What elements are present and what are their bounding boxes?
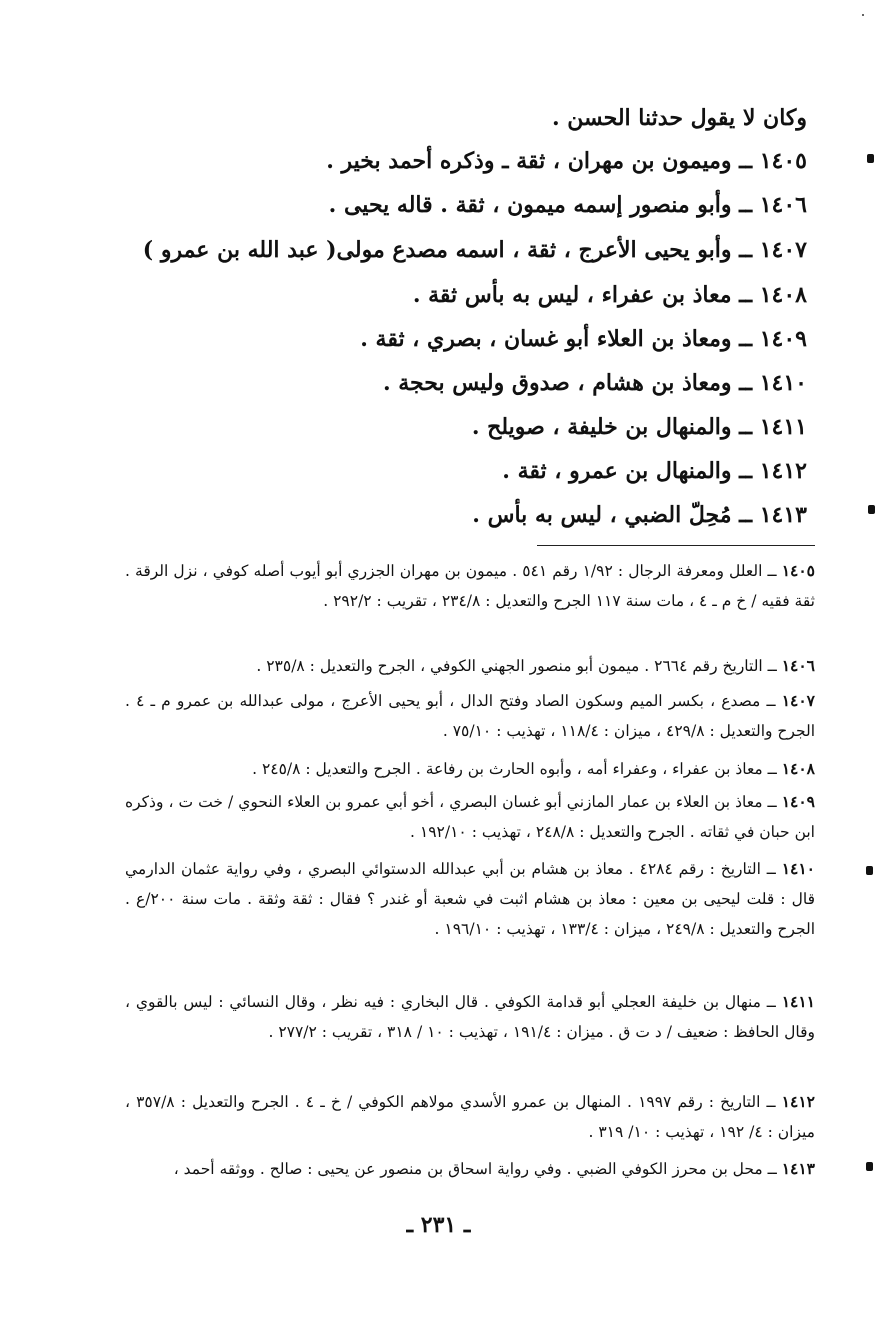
intro-line: وكان لا يقول حدثنا الحسن . [551,105,807,131]
footnote-1413 [125,1154,815,1184]
entry-number: ١٤١١ [759,414,807,440]
footnote-number: ١٤١٠ [781,859,815,878]
footnote-1405 [125,556,815,616]
entry-text: ــ مُحِلّ الضبي ، ليس به بأس . [472,502,753,528]
entry-text: ــ والمنهال بن خليفة ، صويلح . [471,414,753,440]
scan-speck [862,14,864,16]
footnote-1411 [125,987,815,1047]
entry-1408 [107,280,807,310]
footnote-1409 [125,787,815,847]
entry-number: ١٤٠٦ [759,192,807,218]
footnote-text: ــ العلل ومعرفة الرجال : ١/٩٢ رقم ٥٤١ . ميمون بن مهران الجزري أبو أيوب أصله كوفي ، نزل الرقة . ثقة فقيه / خ م ـ ٤ ، مات سنة ١١٧ الجرح والتعديل : ٢٣٤/٨ ، تقريب : ٢٩٢/٢ . [125,562,815,610]
footnote-text: ــ محل بن محرز الكوفي الضبي . وفي رواية اسحاق بن منصور عن يحيى : صالح . ووثقه أحمد ، [173,1160,777,1178]
entry-number: ١٤١٢ [759,458,807,484]
footnote-number: ١٤١٢ [781,1092,815,1111]
footnote-text: ــ التاريخ رقم ٢٦٦٤ . ميمون أبو منصور الجهني الكوفي ، الجرح والتعديل : ٢٣٥/٨ . [256,657,777,675]
entry-number: ١٤٠٧ [759,237,807,263]
entry-text: ــ ومعاذ بن العلاء أبو غسان ، بصري ، ثقة . [360,326,753,352]
footnote-number: ١٤٠٨ [781,759,815,778]
entry-1412 [107,456,807,486]
footnote-text: ــ منهال بن خليفة العجلي أبو قدامة الكوفي . قال البخاري : فيه نظر ، وقال النسائي : ليس بالقوي ، وقال الحافظ : ضعيف / د ت ق . ميزان : ١٩١/٤ ، تهذيب : ١٠ / ٣١٨ ، تقريب : ٢٧٧/٢ . [125,993,815,1041]
entry-text: ــ وأبو يحيى الأعرج ، ثقة ، اسمه مصدع مولى( عبد الله بن عمرو ) [142,237,753,263]
entry-number: ١٤٠٩ [759,326,807,352]
footnote-number: ١٤١٣ [781,1159,815,1178]
footnote-number: ١٤١١ [781,992,815,1011]
footnote-1407 [125,686,815,746]
entry-1406 [107,190,807,220]
entry-1411 [107,412,807,442]
footnote-divider [537,545,815,546]
entry-text: ــ ومعاذ بن هشام ، صدوق وليس بحجة . [382,370,753,396]
footnote-number: ١٤٠٥ [781,561,815,580]
footnote-text: ــ معاذ بن عفراء ، وعفراء أمه ، وأبوه الحارث بن رفاعة . الجرح والتعديل : ٢٤٥/٨ . [252,760,777,778]
entry-number: ١٤١٠ [759,370,807,396]
entry-text: ــ والمنهال بن عمرو ، ثقة . [502,458,753,484]
footnote-1406 [125,651,815,681]
footnote-1412 [125,1087,815,1147]
entry-text: ــ وميمون بن مهران ، ثقة ـ وذكره أحمد بخير . [326,148,753,174]
entry-text: ــ وأبو منصور إسمه ميمون ، ثقة . قاله يحيى . [328,192,753,218]
footnote-number: ١٤٠٩ [781,792,815,811]
footnote-1408 [125,754,815,784]
page-number: ـ ٢٣١ ـ [406,1212,471,1238]
margin-mark [867,154,874,163]
entry-number: ١٤٠٨ [759,282,807,308]
margin-mark [866,1162,873,1171]
footnote-number: ١٤٠٧ [781,691,815,710]
footnote-text: ــ معاذ بن العلاء بن عمار المازني أبو غسان البصري ، أخو أبي عمرو بن العلاء النحوي / خت ت ، وذكره ابن حبان في ثقاته . الجرح والتعديل : ٢٤٨/٨ ، تهذيب : ١٩٢/١٠ . [125,793,815,841]
entry-1410 [107,368,807,398]
entry-1413 [107,500,807,530]
entry-1409 [107,324,807,354]
entry-number: ١٤١٣ [759,502,807,528]
footnote-text: ــ التاريخ : رقم ١٩٩٧ . المنهال بن عمرو الأسدي مولاهم الكوفي / خ ـ ٤ . الجرح والتعديل : ٣٥٧/٨ ، ميزان : ٤/ ١٩٢ ، تهذيب : ١٠/ ٣١٩ . [125,1093,815,1141]
footnote-number: ١٤٠٦ [781,656,815,675]
footnote-1410 [125,854,815,944]
footnote-text: ــ مصدع ، بكسر الميم وسكون الصاد وفتح الدال ، أبو يحيى الأعرج ، مولى عبدالله بن عمرو م ـ ٤ . الجرح والتعديل : ٤٢٩/٨ ، ميزان : ١١٨/٤ ، تهذيب : ٧٥/١٠ . [125,692,815,740]
margin-mark [866,866,873,875]
entry-1405 [107,146,807,176]
footnote-text: ــ التاريخ : رقم ٤٢٨٤ . معاذ بن هشام بن أبي عبدالله الدستوائي البصري ، وفي رواية عثمان الدارمي قال : قلت ليحيى بن معين : معاذ بن هشام اثبت في شعبة أو غندر ؟ فقال : ثقة وثقة . مات سنة ٢٠٠/ع . الجرح والتعديل : ٢٤٩/٨ ، ميزان : ١٣٣/٤ ، تهذيب : ١٩٦/١٠ . [125,860,815,938]
margin-mark [868,505,875,514]
entry-1407 [107,235,807,265]
entry-number: ١٤٠٥ [759,148,807,174]
entry-text: ــ معاذ بن عفراء ، ليس به بأس ثقة . [412,282,753,308]
